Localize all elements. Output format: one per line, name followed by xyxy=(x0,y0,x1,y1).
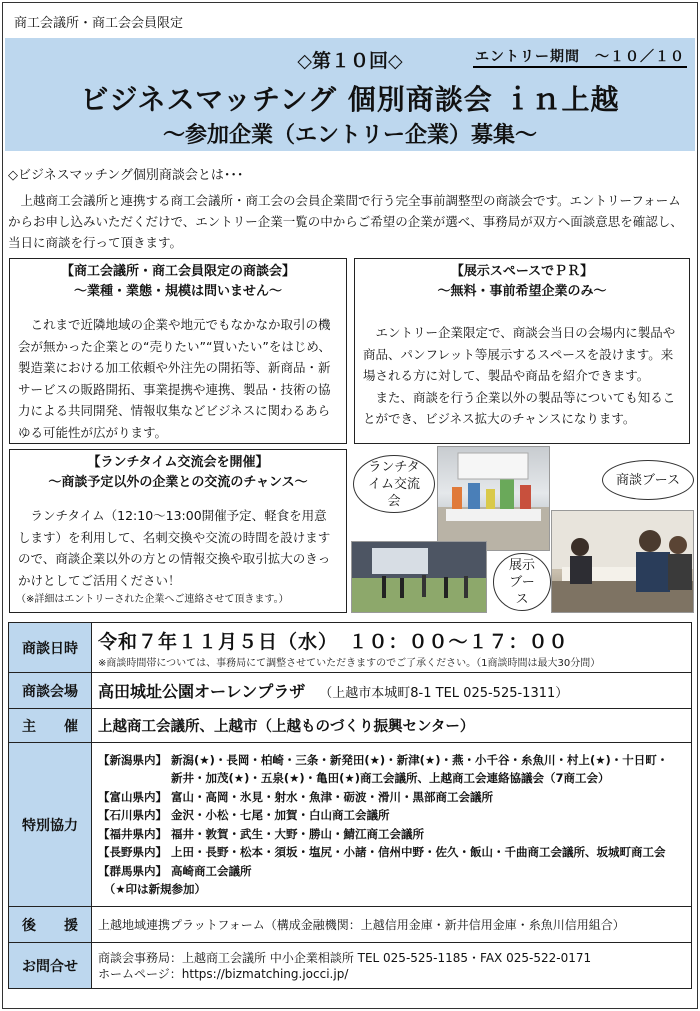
members-only-tag: 商工会議所・商工会会員限定 xyxy=(14,16,184,31)
intro-body: 上越商工会議所と連携する商工会議所・商工会の会員企業間で行う完全事前調整型の商談会です。エントリーフォームからお申し込みいただくだけで、エントリー企業一覧の中からご希望の企業が選べ、事務局が双方へ面談意思を確認し、当日に商談を行って頂きます。 xyxy=(8,193,683,250)
venue-cell xyxy=(92,673,692,709)
display-photo-caption: 展示ブース xyxy=(493,553,551,611)
coop-line: 【福井県内】 福井・敦賀・武生・大野・勝山・鯖江商工会議所 xyxy=(98,826,425,841)
host-label: 主 催 xyxy=(9,709,92,743)
venue-name: 高田城址公園オーレンプラザ xyxy=(98,682,306,701)
members-box-body: これまで近隣地域の企業や地元でもなかなか取引の機会が無かった企業との“売りたい”“買いたい”をはじめ、製造業における加工依頼や外注先の開拓等、新商品・新サービスの販路開拓、事業提携や連携、製品・技術の協力による共同開発、情報収集などビジネスに関わるあらゆる可能性が広がります。 xyxy=(18,317,331,440)
event-date: 令和７年１１月５日（水） １０：００～１７：００ xyxy=(98,630,569,653)
support-label: 後 援 xyxy=(9,907,92,943)
date-label: 商談日時 xyxy=(9,623,92,673)
display-box-body: エントリー企業限定で、商談会当日の会場内に製品や商品、パンフレット等展示するスペースを設けます。来場される方に対して、製品や商品を紹介できます。 xyxy=(363,325,676,383)
display-box-body-2: また、商談を行う企業以外の製品等についても知ることができ、ビジネス拡大のチャンスになります。 xyxy=(363,389,676,426)
page-title: ビジネスマッチング 個別商談会 ｉｎ上越 xyxy=(80,83,620,116)
lunch-box-body: ランチタイム（12:10～13:00開催予定、軽食を用意します）を利用して、名刺交換や交流の時間を設けますので、商談企業以外の方との情報交換や取引拡大のきっかけとしてご活用ください！ xyxy=(18,508,331,588)
date-cell xyxy=(92,623,692,673)
event-info-table xyxy=(8,622,692,989)
booth-photo-caption: 商談ブース xyxy=(602,460,694,500)
intro-heading: ◇ビジネスマッチング個別商談会とは･･･ xyxy=(8,168,244,183)
lunch-box-title: 【ランチタイム交流会を開催】 xyxy=(87,455,269,470)
support-value: 上越地域連携プラットフォーム（構成金融機関：上越信用金庫・新井信用金庫・糸魚川信用組合） xyxy=(92,907,692,943)
contact-office: 商談会事務局：上越商工会議所 中小企業相談所 TEL 025-525-1185・FAX 025-522-0171 xyxy=(98,950,592,965)
lunch-box-note: （※詳細はエントリーされた企業へご連絡させて頂きます。） xyxy=(16,594,289,605)
page-subtitle: ～参加企業（エントリー企業）募集～ xyxy=(162,123,537,148)
coop-line: 【長野県内】 上田・長野・松本・須坂・塩尻・小諸・信州中野・佐久・飯山・千曲商工会議所、坂城町商工会 xyxy=(98,845,666,859)
venue-hall-photo xyxy=(351,541,487,613)
coop-line: 【群馬県内】 高崎商工会議所 xyxy=(98,863,252,878)
coop-line: 【新潟県内】 新潟(★)・長岡・柏崎・三条・新発田(★)・新津(★)・燕・小千谷・糸魚川・村上(★)・十日町・ xyxy=(98,752,669,767)
lunch-box xyxy=(9,449,347,613)
coop-line: 新井・加茂(★)・五泉(★)・亀田(★)商工会議所、上越商工会連絡協議会（7商工会） xyxy=(98,771,610,785)
header-banner xyxy=(5,38,695,151)
host-value: 上越商工会議所、上越市（上越ものづくり振興センター） xyxy=(92,709,692,743)
contact-cell xyxy=(92,943,692,989)
coop-line: 【富山県内】 富山・高岡・氷見・射水・魚津・砺波・滑川・黒部商工会議所 xyxy=(98,789,493,804)
contact-homepage-link[interactable]: ホームページ：https://bizmatching.jocci.jp/ xyxy=(98,966,349,981)
members-only-box xyxy=(9,258,347,444)
cooperation-cell xyxy=(92,743,692,907)
lunch-box-subtitle: ～商談予定以外の企業との交流のチャンス～ xyxy=(48,475,308,490)
coop-line: 【石川県内】 金沢・小松・七尾・加賀・白山商工会議所 xyxy=(98,808,390,822)
display-box-subtitle: ～無料・事前希望企業のみ～ xyxy=(437,284,607,299)
venue-address: （上越市本城町8-1 TEL 025-525-1311） xyxy=(319,686,569,701)
coop-line: （★印は新規参加） xyxy=(98,882,207,896)
contact-label: お問合せ xyxy=(9,943,92,989)
display-box-title: 【展示スペースでＰＲ】 xyxy=(450,264,594,279)
members-box-title: 【商工会議所・商工会員限定の商談会】 xyxy=(60,264,295,279)
display-space-box xyxy=(354,258,690,444)
display-products-photo xyxy=(437,446,550,551)
cooperation-label: 特別協力 xyxy=(9,743,92,907)
meeting-booth-photo xyxy=(551,510,694,613)
members-box-subtitle: ～業種・業態・規模は問いません～ xyxy=(73,284,282,299)
entry-period: エントリー期間 ～１０／１０ xyxy=(473,46,687,68)
venue-label: 商談会場 xyxy=(9,673,92,709)
date-note: ※商談時間帯については、事務局にて調整させていただきますのでご了承ください。（1商談時間は最大30分間） xyxy=(98,657,601,669)
edition-label: ◇第１０回◇ xyxy=(297,50,403,72)
lunch-photo-caption: ランチタイム交流会 xyxy=(353,455,435,513)
